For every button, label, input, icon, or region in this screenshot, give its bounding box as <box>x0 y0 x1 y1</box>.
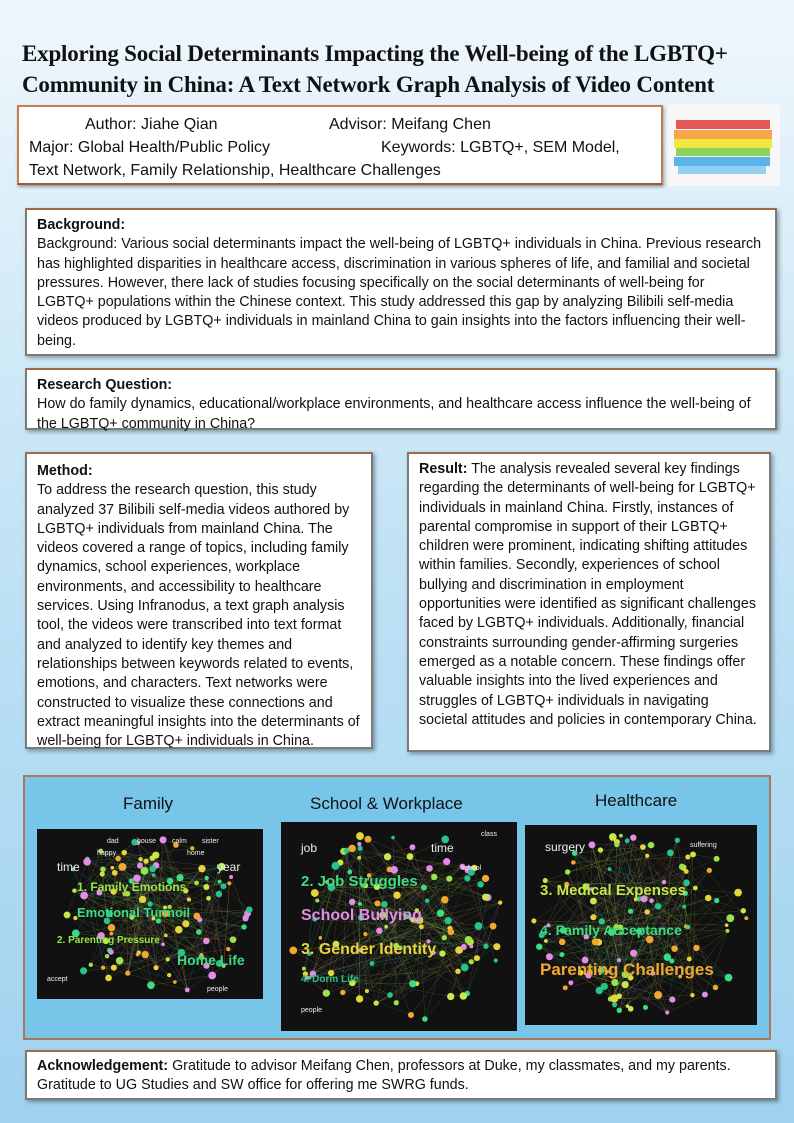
network-node <box>568 980 573 985</box>
network-node <box>684 869 689 874</box>
network-node <box>175 926 183 934</box>
network-node <box>246 906 253 913</box>
network-node <box>628 909 633 914</box>
network-node <box>592 938 599 945</box>
research-question-text: How do family dynamics, educational/workplace environments, and healthcare access influence the well-being of the LGBTQ+ community in China? <box>37 396 751 432</box>
network-node <box>482 894 489 901</box>
network-node <box>665 1010 669 1014</box>
network-node <box>137 863 143 869</box>
network-node <box>571 860 575 864</box>
network-node <box>425 898 429 902</box>
network-node <box>498 901 502 905</box>
network-node <box>112 870 118 876</box>
network-node <box>138 857 142 861</box>
research-question-section <box>25 368 777 430</box>
network-node <box>726 929 730 933</box>
network-node <box>387 992 393 998</box>
background-section <box>25 208 777 356</box>
network-node <box>626 1004 630 1008</box>
network-node <box>136 953 140 957</box>
network-node <box>693 945 699 951</box>
result-heading: Result: <box>419 461 468 477</box>
network-node <box>465 936 473 944</box>
network-node <box>483 944 488 949</box>
network-node <box>152 852 159 859</box>
network-node <box>111 965 117 971</box>
network-node <box>198 865 205 872</box>
network-node <box>143 859 148 864</box>
network-node <box>619 834 623 838</box>
network-node <box>726 914 734 922</box>
network-node <box>559 939 566 946</box>
network-node <box>206 896 211 901</box>
network-node <box>409 980 416 987</box>
network-node <box>707 868 712 873</box>
result-section <box>407 452 771 752</box>
network-node <box>685 854 690 859</box>
network-node <box>544 939 548 943</box>
network-cluster-label: School Bullying <box>301 907 422 924</box>
network-node <box>622 981 629 988</box>
network-node <box>139 896 146 903</box>
network-keyword: school <box>461 865 482 872</box>
keywords-continued: Text Network, Family Relationship, Healthcare Challenges <box>29 162 441 179</box>
network-node <box>741 908 746 913</box>
network-cluster-label: Parenting Challenges <box>540 960 714 979</box>
network-cluster-label: Home Life <box>177 952 245 968</box>
network-node <box>356 995 363 1002</box>
network-node <box>625 838 630 843</box>
network-node <box>482 875 489 882</box>
method-text: To address the research question, this study analyzed 37 Bilibili self-media videos authored by LGBTQ+ individuals from mainland China. The videos covered a range of topics, including family dynamics, school experiences, workplace environments, and accessibility to healthcare services. Using Infranodus, a text graph analysis tool, the videos were transcribed into text format and analyzed to identify key themes and relationships between keywords related to events, emotions, and characters. Text networks were constructed to visualize these connections and extract meaningful insights into the determinants of well-being for LGBTQ+ individuals in China. <box>37 482 360 750</box>
network-node <box>601 983 608 990</box>
network-node <box>365 836 372 843</box>
network-node <box>682 905 686 909</box>
research-question-heading: Research Question: <box>37 377 173 393</box>
network-node <box>197 917 202 922</box>
background-text: Background: Various social determinants impact the well-being of LGBTQ+ individuals in China. Previous research has highlighted disparities in healthcare access, discrimination in various spheres of life, and familial and societal pressures. However, there lack of studies focusing specifically on the social determinants of well-being for LGBTQ+ populations within the Chinese context. This study addressed this gap by analyzing Bilibili self-media videos produced by LGBTQ+ individuals in mainland China to gain insights into the factors influencing their well-being. <box>37 236 762 349</box>
network-cluster-label: 2. Parenting Pressure <box>57 935 160 946</box>
network-node <box>614 842 619 847</box>
network-node <box>531 918 536 923</box>
network-node <box>588 841 595 848</box>
network-keyword: job <box>301 841 318 855</box>
network-node <box>121 850 127 856</box>
network-node <box>421 885 427 891</box>
network-node <box>196 929 202 935</box>
network-node <box>690 993 694 997</box>
network-node <box>227 881 231 885</box>
network-cluster-label: 2. Job Struggles <box>301 873 418 890</box>
network-node <box>690 851 696 857</box>
network-node <box>643 1005 648 1010</box>
network-cluster-label: 3. Medical Expenses <box>540 882 686 899</box>
network-node <box>208 972 216 980</box>
network-node <box>419 924 424 929</box>
network-node <box>182 920 189 927</box>
advisor: Advisor: Meifang Chen <box>329 116 491 133</box>
network-node <box>734 889 742 897</box>
network-edge <box>693 854 717 858</box>
network-node <box>229 875 233 879</box>
network-node <box>118 863 126 871</box>
network-node <box>311 889 319 897</box>
network-node <box>494 958 498 962</box>
network-node <box>559 952 564 957</box>
network-node <box>437 910 444 917</box>
network-node <box>441 896 449 904</box>
network-edge <box>471 903 500 962</box>
network-node <box>83 858 91 866</box>
network-node <box>149 865 156 872</box>
network-keyword: suffering <box>690 842 717 849</box>
network-node <box>363 932 367 936</box>
network-keyword: home <box>187 850 205 857</box>
network-node <box>610 995 618 1003</box>
network-node <box>612 1002 617 1007</box>
network-node <box>565 869 570 874</box>
network-node <box>204 876 208 880</box>
keywords: Keywords: LGBTQ+, SEM Model, <box>381 139 620 156</box>
network-node <box>101 966 105 970</box>
network-node <box>410 844 416 850</box>
network-node <box>447 993 454 1000</box>
network-node <box>105 954 109 958</box>
school-workplace-network-graph <box>281 822 517 1031</box>
network-node <box>725 923 729 927</box>
network-keyword: people <box>301 1007 323 1014</box>
network-keyword: happy <box>97 850 117 857</box>
network-node <box>153 965 158 970</box>
background-heading: Background: <box>37 217 126 233</box>
network-node <box>147 981 155 989</box>
network-node <box>702 992 708 998</box>
network-node <box>115 856 121 862</box>
network-node <box>185 987 190 992</box>
network-node <box>348 845 356 853</box>
network-node <box>693 886 698 891</box>
network-node <box>218 880 222 884</box>
network-edge <box>667 893 685 1012</box>
network-node <box>187 897 191 901</box>
network-node <box>384 853 391 860</box>
author: Author: Jiahe Qian <box>85 116 218 133</box>
network-node <box>744 916 748 920</box>
figure-title-family: Family <box>123 794 174 813</box>
network-node <box>714 856 720 862</box>
network-keyword: calm <box>172 838 187 845</box>
network-node <box>159 836 166 843</box>
network-node <box>460 992 467 999</box>
network-node <box>407 853 414 860</box>
network-node <box>725 974 733 982</box>
network-node <box>445 917 452 924</box>
network-keyword: class <box>481 831 497 838</box>
network-keyword: people <box>207 986 229 993</box>
network-node <box>667 849 674 856</box>
network-node <box>590 914 596 920</box>
network-node <box>226 947 230 951</box>
network-node <box>611 979 618 986</box>
network-node <box>648 842 655 849</box>
network-node <box>203 938 210 945</box>
network-node <box>173 980 177 984</box>
network-node <box>358 902 362 906</box>
network-node <box>340 990 345 995</box>
network-node <box>161 942 165 946</box>
network-node <box>563 985 568 990</box>
network-node <box>675 838 680 843</box>
acknowledgement-heading: Acknowledgement: <box>37 1058 169 1074</box>
network-node <box>164 934 168 938</box>
network-node <box>216 891 223 898</box>
network-node <box>630 834 636 840</box>
network-node <box>357 856 361 860</box>
network-node <box>446 876 452 882</box>
network-node <box>714 898 719 903</box>
network-node <box>464 875 470 881</box>
network-node <box>125 971 130 976</box>
network-node <box>110 866 114 870</box>
network-node <box>315 898 319 902</box>
network-node <box>141 867 149 875</box>
network-node <box>194 881 199 886</box>
network-node <box>319 936 323 940</box>
network-node <box>221 883 227 889</box>
network-keyword: time <box>57 860 80 874</box>
network-node <box>331 862 339 870</box>
network-cluster-label: Emotional Turmoil <box>77 905 191 920</box>
network-node <box>686 925 690 929</box>
network-node <box>349 899 355 905</box>
network-node <box>645 854 649 858</box>
network-node <box>108 950 113 955</box>
network-node <box>617 1008 622 1013</box>
network-cluster-label: 3. Gender Identity <box>301 941 437 958</box>
network-node <box>448 929 455 936</box>
poster-title: Exploring Social Determinants Impacting the Well-being of the LGBTQ+ Community in China: A Text Network Graph Analysis of Video Content <box>22 41 728 97</box>
network-node <box>64 912 71 919</box>
network-edge <box>231 877 246 917</box>
network-node <box>461 964 469 972</box>
network-node <box>442 935 447 940</box>
network-node <box>100 867 106 873</box>
network-node <box>608 867 612 871</box>
network-node <box>384 925 388 929</box>
network-node <box>713 985 718 990</box>
network-node <box>241 924 246 929</box>
rainbow-flag-image <box>668 104 780 186</box>
network-node <box>374 900 380 906</box>
network-cluster-label: 4. Family Acceptance <box>540 922 682 938</box>
network-node <box>705 895 712 902</box>
network-node <box>393 892 400 899</box>
network-node <box>89 963 93 967</box>
network-node <box>391 836 395 840</box>
network-node <box>356 832 364 840</box>
network-edge <box>151 976 212 986</box>
network-keyword: accept <box>47 976 68 983</box>
network-keyword: year <box>217 860 241 874</box>
method-section <box>25 452 373 749</box>
network-figures-panel <box>23 775 771 1040</box>
method-heading: Method: <box>37 463 93 479</box>
network-keyword: house <box>137 838 157 845</box>
network-node <box>669 997 675 1003</box>
network-node <box>490 923 497 930</box>
network-node <box>469 959 474 964</box>
network-node <box>477 881 483 887</box>
network-node <box>655 903 661 909</box>
network-node <box>394 1000 399 1005</box>
network-node <box>141 951 148 958</box>
network-node <box>640 844 646 850</box>
network-node <box>598 847 603 852</box>
network-node <box>100 871 105 876</box>
network-node <box>370 961 375 966</box>
network-node <box>166 957 170 961</box>
network-node <box>203 884 209 890</box>
network-node <box>493 943 500 950</box>
network-node <box>609 833 617 841</box>
network-cluster-label: 4. Dorm Life <box>301 974 359 985</box>
network-node <box>422 1016 428 1022</box>
network-node <box>470 945 474 949</box>
network-node <box>167 973 171 977</box>
network-keyword: sister <box>202 838 219 845</box>
network-node <box>654 991 662 999</box>
network-node <box>408 1012 414 1018</box>
network-node <box>630 950 637 957</box>
healthcare-network-graph <box>525 825 757 1025</box>
network-node <box>439 950 445 956</box>
network-node <box>474 955 480 961</box>
major: Major: Global Health/Public Policy <box>29 139 270 156</box>
network-node <box>679 864 685 870</box>
network-node <box>116 957 124 965</box>
network-node <box>302 967 306 971</box>
network-node <box>72 888 76 892</box>
network-keyword: time <box>431 841 454 855</box>
network-node <box>323 990 330 997</box>
network-node <box>671 945 677 951</box>
family-network-graph <box>37 829 263 999</box>
network-node <box>474 922 482 930</box>
network-cluster-label: 1. Family Emotions <box>77 880 187 894</box>
network-node <box>461 944 467 950</box>
network-node <box>108 924 115 931</box>
network-node <box>376 928 382 934</box>
figure-title-school-workplace: School & Workplace <box>310 794 463 813</box>
network-node <box>357 842 361 846</box>
figure-title-healthcare: Healthcare <box>595 791 678 810</box>
network-node <box>374 1000 379 1005</box>
network-node <box>426 865 433 872</box>
network-node <box>365 989 369 993</box>
network-node <box>455 968 461 974</box>
result-text: The analysis revealed several key findings regarding the determinants of well-being for LGBTQ+ individuals in mainland China. Firstly, instances of parental compromise in support of their LGBTQ+ children were prominent, indicating shifting attitudes within families. Secondly, experiences of school bullying and discrimination in employment opportunities were identified as significant challenges faced by LGBTQ+ individuals. Additionally, financial constraints surrounding gender-affirming surgeries emerged as a notable concern. These findings offer valuable insights into the lived experiences and struggles of LGBTQ+ individuals in navigating societal attitudes and policies in contemporary China. <box>419 461 757 728</box>
network-node <box>358 846 363 851</box>
network-node <box>105 975 112 982</box>
network-node <box>230 936 237 943</box>
network-keyword: surgery <box>545 840 586 854</box>
network-node <box>536 943 542 949</box>
network-node <box>644 909 649 914</box>
network-node <box>80 967 87 974</box>
network-node <box>152 873 156 877</box>
author-info-box <box>17 105 663 185</box>
network-node <box>443 858 450 865</box>
network-node <box>289 946 297 954</box>
network-node <box>431 874 437 880</box>
acknowledgement-section <box>25 1050 777 1100</box>
acknowledgement-text: Gratitude to advisor Meifang Chen, professors at Duke, my classmates, and my parents. Gratitude to UG Studies and SW office for offering me SWRG funds. <box>37 1058 731 1094</box>
network-keyword: dad <box>107 838 119 845</box>
